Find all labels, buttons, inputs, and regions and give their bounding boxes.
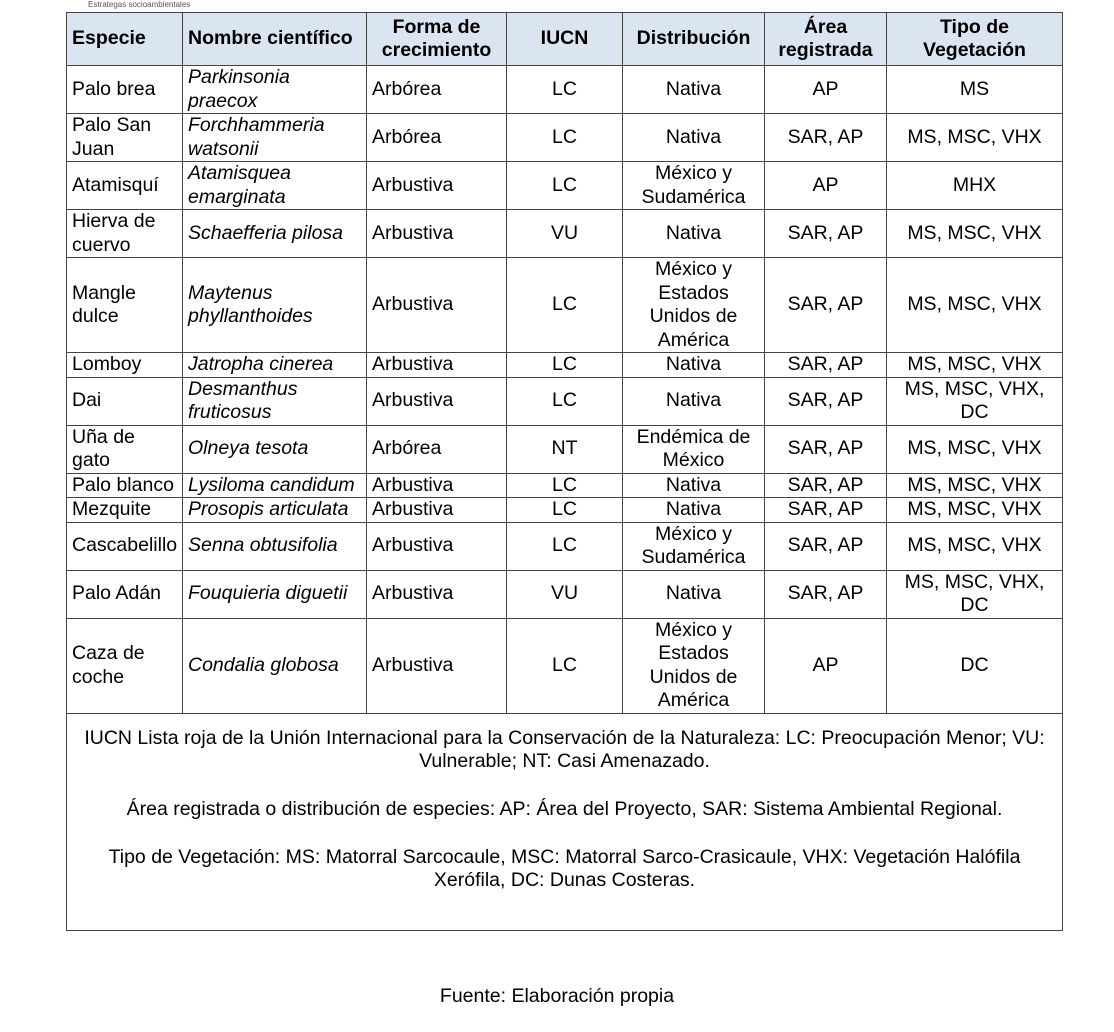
cell-especie: Dai <box>67 377 183 425</box>
cell-nombre-cientifico: Parkinsonia praecox <box>183 66 367 114</box>
cell-forma: Arbórea <box>367 425 507 473</box>
column-header-forma: Forma de crecimiento <box>367 13 507 66</box>
cell-vegetacion: MS, MSC, VHX <box>887 498 1063 523</box>
cell-nombre-cientifico: Atamisquea emarginata <box>183 162 367 210</box>
source-caption: Fuente: Elaboración propia <box>439 985 675 1007</box>
note-vegetacion: Tipo de Vegetación: MS: Matorral Sarcocaule, MSC: Matorral Sarco-Crasicaule, VHX: Vegetación Halófila Xerófila, DC: Dunas Costeras. <box>108 845 1021 891</box>
cell-forma: Arbórea <box>367 114 507 162</box>
cell-especie: Atamisquí <box>67 162 183 210</box>
cell-forma: Arbustiva <box>367 522 507 570</box>
cell-vegetacion: MHX <box>887 162 1063 210</box>
cell-nombre-cientifico: Lysiloma candidum <box>183 473 367 498</box>
cell-nombre-cientifico: Jatropha cinerea <box>183 353 367 378</box>
cell-iucn: LC <box>507 353 623 378</box>
column-header-distribucion: Distribución <box>623 13 765 66</box>
cell-distribucion: México y Estados Unidos de América <box>623 618 765 713</box>
notes-row <box>67 713 1063 930</box>
cell-area: AP <box>765 162 887 210</box>
cell-especie: Palo brea <box>67 66 183 114</box>
table-row <box>67 498 1063 523</box>
cell-forma: Arbustiva <box>367 570 507 618</box>
table-row <box>67 114 1063 162</box>
table-row <box>67 473 1063 498</box>
table-row <box>67 377 1063 425</box>
cell-forma: Arbustiva <box>367 473 507 498</box>
table-row <box>67 258 1063 353</box>
cell-nombre-cientifico: Prosopis articulata <box>183 498 367 523</box>
cell-especie: Cascabelillo <box>67 522 183 570</box>
cell-vegetacion: MS, MSC, VHX <box>887 258 1063 353</box>
cell-distribucion: México y Estados Unidos de América <box>623 258 765 353</box>
cell-iucn: LC <box>507 258 623 353</box>
cell-vegetacion: MS <box>887 66 1063 114</box>
table-row <box>67 618 1063 713</box>
cell-vegetacion: MS, MSC, VHX <box>887 114 1063 162</box>
cell-distribucion: Nativa <box>623 570 765 618</box>
cell-area: SAR, AP <box>765 473 887 498</box>
cell-especie: Palo blanco <box>67 473 183 498</box>
cell-especie: Caza de coche <box>67 618 183 713</box>
table-row <box>67 162 1063 210</box>
cell-nombre-cientifico: Senna obtusifolia <box>183 522 367 570</box>
cell-vegetacion: MS, MSC, VHX <box>887 210 1063 258</box>
cell-area: SAR, AP <box>765 210 887 258</box>
cell-area: SAR, AP <box>765 570 887 618</box>
cell-forma: Arbustiva <box>367 618 507 713</box>
logo-tagline: Estrategas socioambientales <box>88 0 191 9</box>
cell-area: SAR, AP <box>765 377 887 425</box>
cell-forma: Arbustiva <box>367 353 507 378</box>
cell-iucn: LC <box>507 498 623 523</box>
cell-area: SAR, AP <box>765 425 887 473</box>
cell-nombre-cientifico: Desmanthus fruticosus <box>183 377 367 425</box>
column-header-iucn: IUCN <box>507 13 623 66</box>
cell-distribucion: México y Sudamérica <box>623 162 765 210</box>
cell-distribucion: Nativa <box>623 498 765 523</box>
cell-especie: Uña de gato <box>67 425 183 473</box>
cell-especie: Palo San Juan <box>67 114 183 162</box>
table-row <box>67 570 1063 618</box>
species-table <box>66 12 1063 931</box>
cell-vegetacion: MS, MSC, VHX <box>887 353 1063 378</box>
cell-iucn: LC <box>507 162 623 210</box>
table-row <box>67 210 1063 258</box>
column-header-nombre-cientifico: Nombre científico <box>183 13 367 66</box>
cell-especie: Hierva de cuervo <box>67 210 183 258</box>
cell-area: AP <box>765 618 887 713</box>
column-header-area: Área registrada <box>765 13 887 66</box>
cell-distribucion: Nativa <box>623 66 765 114</box>
cell-iucn: LC <box>507 377 623 425</box>
cell-area: SAR, AP <box>765 353 887 378</box>
table-row <box>67 353 1063 378</box>
cell-distribucion: Nativa <box>623 353 765 378</box>
note-area: Área registrada o distribución de especies: AP: Área del Proyecto, SAR: Sistema Ambiental Regional. <box>126 797 1003 820</box>
cell-especie: Mangle dulce <box>67 258 183 353</box>
cell-distribucion: Endémica de México <box>623 425 765 473</box>
table-row <box>67 425 1063 473</box>
cell-nombre-cientifico: Olneya tesota <box>183 425 367 473</box>
cell-iucn: NT <box>507 425 623 473</box>
cell-vegetacion: DC <box>887 618 1063 713</box>
table-body <box>67 66 1063 714</box>
cell-distribucion: Nativa <box>623 210 765 258</box>
cell-iucn: LC <box>507 473 623 498</box>
cell-especie: Palo Adán <box>67 570 183 618</box>
column-header-especie: Especie <box>67 13 183 66</box>
cell-iucn: LC <box>507 114 623 162</box>
cell-forma: Arbustiva <box>367 377 507 425</box>
cell-iucn: LC <box>507 618 623 713</box>
cell-nombre-cientifico: Forchhammeria watsonii <box>183 114 367 162</box>
cell-iucn: LC <box>507 522 623 570</box>
cell-distribucion: Nativa <box>623 377 765 425</box>
cell-area: SAR, AP <box>765 114 887 162</box>
column-header-vegetacion: Tipo de Vegetación <box>887 13 1063 66</box>
cell-area: SAR, AP <box>765 258 887 353</box>
cell-nombre-cientifico: Maytenus phyllanthoides <box>183 258 367 353</box>
table-row <box>67 522 1063 570</box>
cell-forma: Arbustiva <box>367 258 507 353</box>
cell-forma: Arbórea <box>367 66 507 114</box>
note-iucn: IUCN Lista roja de la Unión Internacional para la Conservación de la Naturaleza: LC: Preocupación Menor; VU: Vulnerable; NT: Casi Amenazado. <box>84 726 1045 772</box>
cell-vegetacion: MS, MSC, VHX, DC <box>887 377 1063 425</box>
cell-iucn: LC <box>507 66 623 114</box>
cell-vegetacion: MS, MSC, VHX <box>887 473 1063 498</box>
cell-area: SAR, AP <box>765 522 887 570</box>
cell-distribucion: Nativa <box>623 114 765 162</box>
cell-forma: Arbustiva <box>367 210 507 258</box>
table-row <box>67 66 1063 114</box>
cell-distribucion: Nativa <box>623 473 765 498</box>
cell-nombre-cientifico: Schaefferia pilosa <box>183 210 367 258</box>
cell-area: SAR, AP <box>765 498 887 523</box>
cell-nombre-cientifico: Condalia globosa <box>183 618 367 713</box>
cell-area: AP <box>765 66 887 114</box>
cell-iucn: VU <box>507 210 623 258</box>
notes-cell <box>67 713 1063 930</box>
cell-forma: Arbustiva <box>367 162 507 210</box>
cell-vegetacion: MS, MSC, VHX <box>887 522 1063 570</box>
cell-forma: Arbustiva <box>367 498 507 523</box>
cell-especie: Mezquite <box>67 498 183 523</box>
cell-vegetacion: MS, MSC, VHX <box>887 425 1063 473</box>
cell-iucn: VU <box>507 570 623 618</box>
cell-especie: Lomboy <box>67 353 183 378</box>
cell-vegetacion: MS, MSC, VHX, DC <box>887 570 1063 618</box>
table-header-row <box>67 13 1063 66</box>
cell-nombre-cientifico: Fouquieria diguetii <box>183 570 367 618</box>
cell-distribucion: México y Sudamérica <box>623 522 765 570</box>
